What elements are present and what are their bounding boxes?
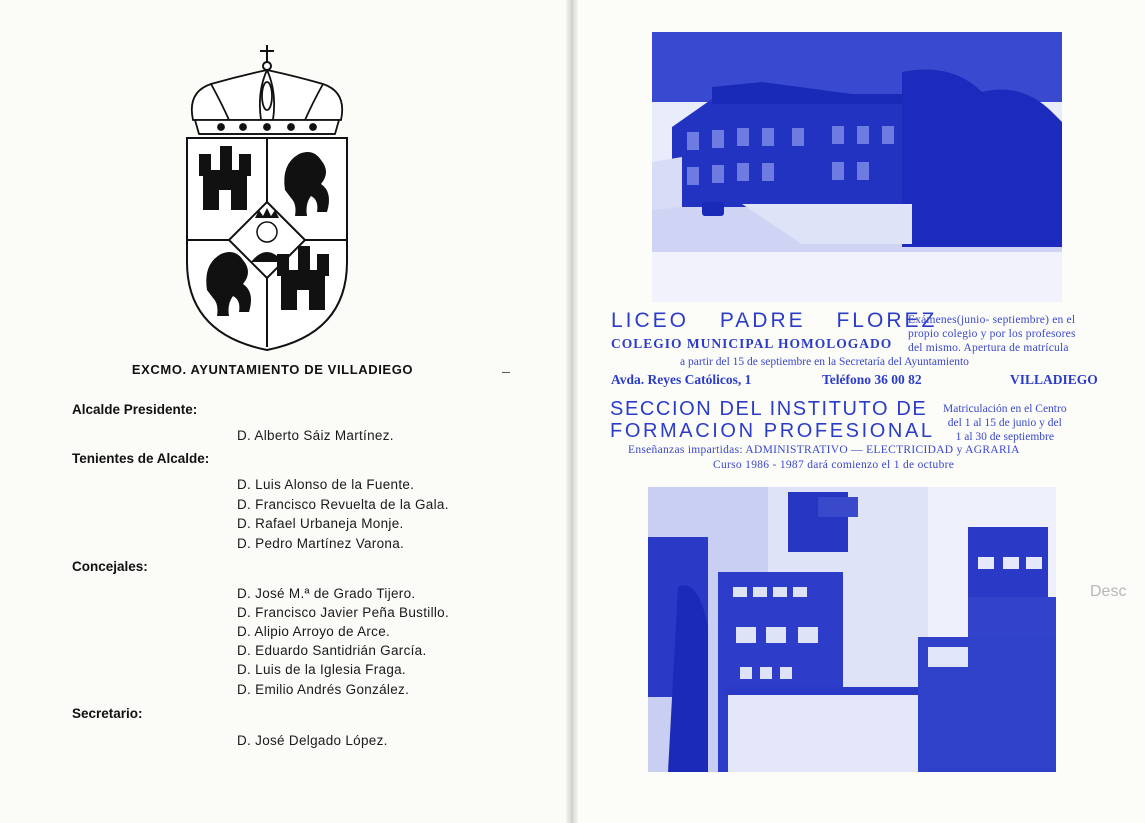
coat-of-arms-icon — [181, 42, 353, 354]
book-gutter — [566, 0, 578, 823]
school-building-photo — [652, 32, 1062, 302]
name-concejal-2: D. Francisco Javier Peña Bustillo. — [237, 605, 450, 620]
name-secretario: D. José Delgado López. — [237, 733, 388, 748]
name-teniente-3: D. Rafael Urbaneja Monje. — [237, 516, 404, 531]
liceo-title: LICEO PADRE FLOREZ — [611, 309, 938, 332]
exam-info — [908, 313, 1076, 355]
exam-line: Exámenes(junio- septiembre) en el — [908, 314, 1076, 326]
role-concejales: Concejales: — [72, 559, 148, 574]
role-tenientes: Tenientes de Alcalde: — [72, 451, 210, 466]
seccion-line: FORMACION PROFESIONAL — [610, 420, 935, 442]
name-concejal-5: D. Luis de la Iglesia Fraga. — [237, 662, 406, 677]
enrollment-date: a partir del 15 de septiembre en la Secretaría del Ayuntamiento — [680, 356, 969, 368]
name-alcalde: D. Alberto Sáiz Martínez. — [237, 428, 394, 443]
role-secretario: Secretario: — [72, 706, 143, 721]
workshop-photo — [648, 487, 1056, 772]
role-alcalde: Alcalde Presidente: — [72, 402, 198, 417]
address: Avda. Reyes Católicos, 1 — [611, 372, 752, 387]
matriculation-info — [943, 402, 1067, 444]
divider — [502, 372, 510, 373]
bleed-through-text: Desc — [1090, 583, 1127, 600]
name-teniente-1: D. Luis Alonso de la Fuente. — [237, 477, 415, 492]
council-title: EXCMO. AYUNTAMIENTO DE VILLADIEGO — [131, 362, 414, 377]
colegio-subtitle: COLEGIO MUNICIPAL HOMOLOGADO — [611, 336, 893, 351]
exam-line: propio colegio y por los profesores — [908, 328, 1076, 340]
course-start: Curso 1986 - 1987 dará comienzo el 1 de octubre — [713, 459, 955, 471]
town: VILLADIEGO — [1010, 372, 1098, 387]
name-teniente-2: D. Francisco Revuelta de la Gala. — [237, 497, 449, 512]
matric-line: del 1 al 15 de junio y del — [947, 417, 1062, 429]
matric-line: Matriculación en el Centro — [943, 403, 1067, 415]
name-concejal-4: D. Eduardo Santidrián García. — [237, 643, 427, 658]
matric-line: 1 al 30 de septiembre — [955, 431, 1054, 443]
exam-line: del mismo. Apertura de matrícula — [908, 342, 1069, 354]
name-concejal-1: D. José M.ª de Grado Tijero. — [237, 586, 416, 601]
name-concejal-3: D. Alipio Arroyo de Arce. — [237, 624, 391, 639]
name-teniente-4: D. Pedro Martínez Varona. — [237, 536, 405, 551]
name-concejal-6: D. Emilio Andrés González. — [237, 682, 410, 697]
phone: Teléfono 36 00 82 — [822, 372, 922, 387]
seccion-title — [610, 398, 935, 442]
seccion-line: SECCION DEL INSTITUTO DE — [610, 398, 928, 420]
courses-taught: Enseñanzas impartidas: ADMINISTRATIVO — ELECTRICIDAD y AGRARIA — [628, 444, 1020, 456]
